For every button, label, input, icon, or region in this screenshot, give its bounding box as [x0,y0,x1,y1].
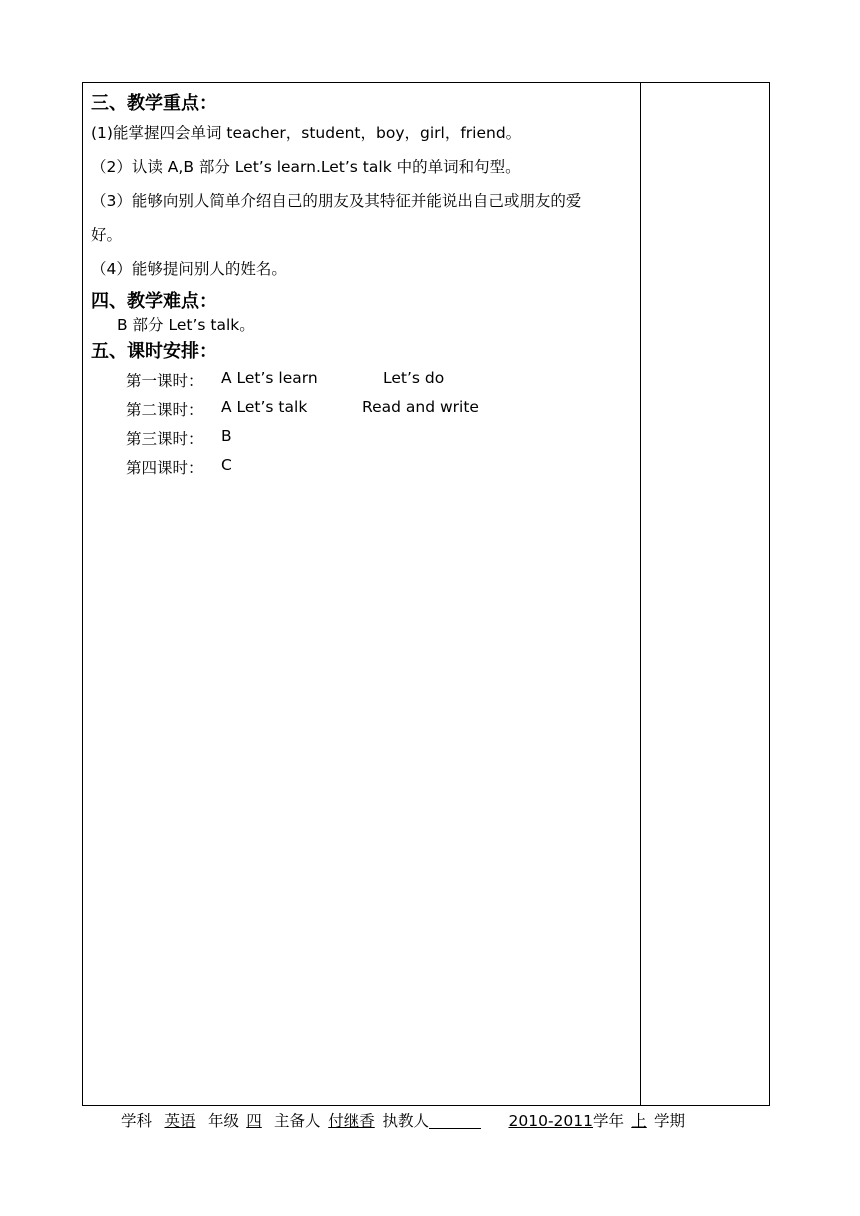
teacher-value [429,1112,481,1129]
term-value: 上 [631,1112,647,1130]
schedule-label-2: 第二课时： [126,401,204,419]
preparer-label: 主备人 [273,1112,321,1130]
section3-heading: 三、教学重点： [91,93,217,114]
schedule-b-1: Let’s do [383,369,445,387]
grade-label: 年级 [208,1112,240,1130]
footer [121,1109,685,1131]
section3-item-3-cont: 好。 [91,226,123,244]
schedule-a-2: A Let’s talk [221,398,308,416]
section3-item-2: （2）认读 A,B 部分 Let’s learn.Let’s talk 中的单词和句型。 [91,158,521,176]
schedule-b-2: Read and write [362,398,479,416]
teacher-label: 执教人 [382,1112,429,1130]
section4-heading: 四、教学难点： [91,291,217,312]
grade-value: 四 [246,1112,262,1130]
schedule-label-4: 第四课时： [126,459,204,477]
schedule-a-3: B [221,427,232,445]
subject-value: 英语 [164,1112,196,1130]
section5-heading: 五、课时安排： [91,341,217,362]
subject-label: 学科 [121,1112,153,1130]
schedule-label-1: 第一课时： [126,372,204,390]
section3-item-1: (1)能掌握四会单词 teacher，student，boy，girl，friend。 [91,124,522,142]
year-value: 2010-2011 [508,1112,593,1130]
lesson-plan-table [82,82,770,1106]
year-label: 学年 [593,1112,625,1130]
section3-item-3: （3）能够向别人简单介绍自己的朋友及其特征并能说出自己或朋友的爱 [91,192,582,210]
term-label: 学期 [654,1112,686,1130]
schedule-a-1: A Let’s learn [221,369,318,387]
section4-text: B 部分 Let’s talk。 [117,316,255,334]
preparer-value: 付继香 [328,1112,375,1130]
schedule-a-4: C [221,456,232,474]
section3-item-4: （4）能够提问别人的姓名。 [91,260,287,278]
column-divider [640,83,641,1105]
schedule-label-3: 第三课时： [126,430,204,448]
